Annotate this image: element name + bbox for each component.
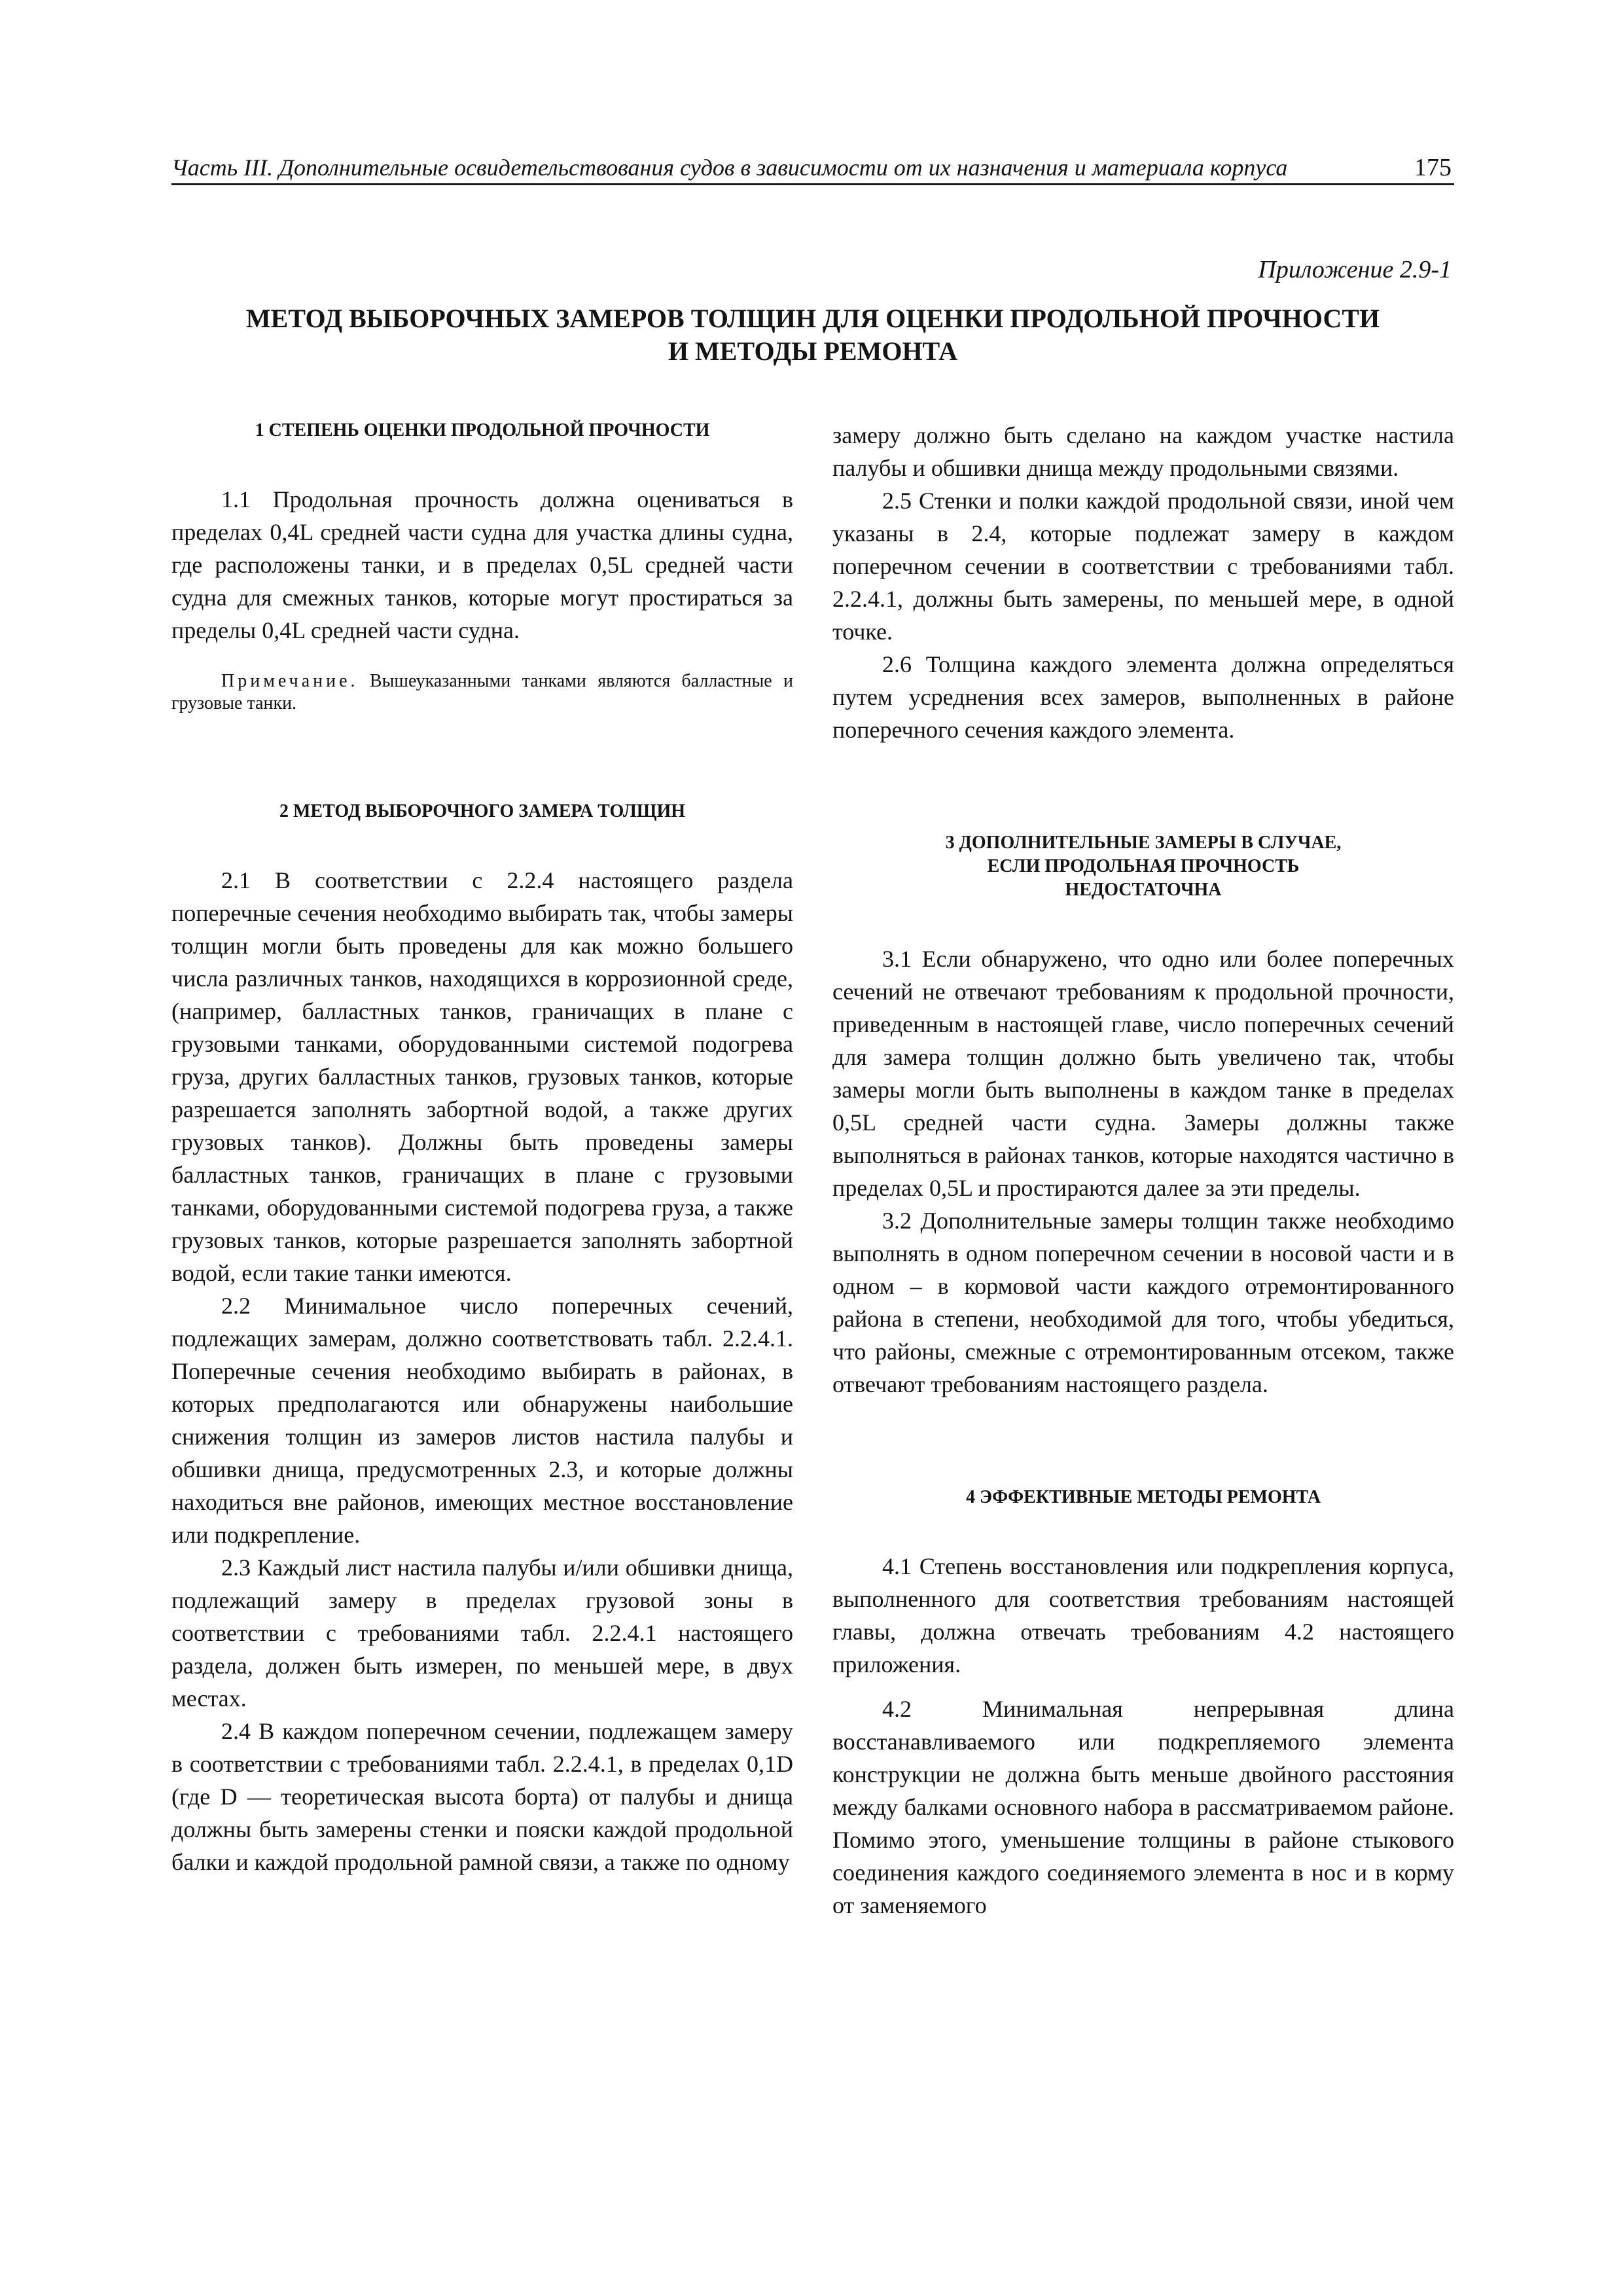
section-3-heading-line-1: 3 ДОПОЛНИТЕЛЬНЫЕ ЗАМЕРЫ В СЛУЧАЕ, xyxy=(945,833,1342,853)
paragraph-1-1 xyxy=(171,483,793,647)
paragraph-number: 3.1 xyxy=(882,946,912,972)
paragraph-text: Степень восстановления или подкрепления корпуса, выполненного для соответствия требованиям настоящей главы, должна отвечать требованиям 4.2 настоящего приложения. xyxy=(832,1553,1454,1677)
paragraph-number: 2.1 xyxy=(221,867,251,893)
section-4-heading: 4 ЭФФЕКТИВНЫЕ МЕТОДЫ РЕМОНТА xyxy=(965,1487,1321,1507)
paragraph-number: 2.3 xyxy=(221,1554,251,1581)
right-column xyxy=(832,419,1454,2134)
document-title-line-2: И МЕТОДЫ РЕМОНТА xyxy=(668,336,958,366)
section-1-heading: 1 СТЕПЕНЬ ОЦЕНКИ ПРОДОЛЬНОЙ ПРОЧНОСТИ xyxy=(255,420,710,440)
paragraph-text: Минимальное число поперечных сечений, подлежащих замерам, должно соответствовать табл. 2.2.4.1. Поперечные сечения необходимо выбирать в районах, в которых предполагаются или обнаружены наибольшие снижения толщин из замеров листов настила палубы и обшивки днища, предусмотренных 2.3, и которые должны находиться вне районов, имеющих местное восстановление или подкрепление. xyxy=(171,1293,793,1548)
section-2-heading: 2 МЕТОД ВЫБОРОЧНОГО ЗАМЕРА ТОЛЩИН xyxy=(279,801,686,821)
running-title: Часть III. Дополнительные освидетельствования судов в зависимости от их назначения и материала корпуса xyxy=(171,154,1288,181)
paragraph-text: В соответствии с 2.2.4 настоящего раздела поперечные сечения необходимо выбирать так, чтобы замеры толщин могли быть проведены для как можно большего числа различных танков, находящихся в коррозионной среде, (например, балластных танков, граничащих в плане с грузовыми танками, оборудованными системой подогрева груза, других балластных танков, грузовых танков, которые разрешается заполнять забортной водой, а также других грузовых танков). Должны быть проведены замеры балластных танков, граничащих в плане с грузовыми танками, оборудованными системой подогрева груза, а также грузовых танков, которые разрешается заполнять забортной водой, если такие танки имеются. xyxy=(171,867,793,1286)
paragraph-2-1 xyxy=(171,864,793,1289)
paragraph-number: 4.1 xyxy=(882,1553,912,1579)
note-text: Вышеуказанными танками являются балластные и грузовые танки. xyxy=(171,671,793,713)
left-column xyxy=(171,419,793,2134)
paragraph-number: 2.5 xyxy=(882,488,912,514)
paragraph-number: 2.4 xyxy=(221,1718,251,1744)
paragraph-2-3 xyxy=(171,1551,793,1715)
paragraph-2-6 xyxy=(832,648,1454,746)
appendix-label: Приложение 2.9-1 xyxy=(1258,256,1452,283)
paragraph-number: 2.6 xyxy=(882,651,912,677)
document-title xyxy=(171,302,1454,368)
paragraph-text: Стенки и полки каждой продольной связи, иной чем указаны в 2.4, которые подлежат замеру в каждом поперечном сечении в соответствии с требованиями табл. 2.2.4.1, должны быть замерены, по меньшей мере, в одной точке. xyxy=(832,488,1454,645)
paragraph-2-2 xyxy=(171,1289,793,1551)
paragraph-number: 3.2 xyxy=(882,1208,912,1234)
paragraph-text: В каждом поперечном сечении, подлежащем замеру в соответствии с требованиями табл. 2.2.4.1, в пределах 0,1D (где D — теоретическая высота борта) от палубы и днища должны быть замерены стенки и пояски каждой продольной балки и каждой продольной рамной связи, а также по одному xyxy=(171,1718,793,1875)
paragraph-2-4-continued: замеру должно быть сделано на каждом участке настила палубы и обшивки днища между продольными связями. xyxy=(832,422,1454,481)
paragraph-number: 4.2 xyxy=(882,1696,912,1722)
paragraph-3-2 xyxy=(832,1204,1454,1401)
document-title-line-1: МЕТОД ВЫБОРОЧНЫХ ЗАМЕРОВ ТОЛЩИН ДЛЯ ОЦЕНКИ ПРОДОЛЬНОЙ ПРОЧНОСТИ xyxy=(245,304,1380,333)
paragraph-text: Толщина каждого элемента должна определяться путем усреднения всех замеров, выполненных в районе поперечного сечения каждого элемента. xyxy=(832,651,1454,743)
paragraph-text: Каждый лист настила палубы и/или обшивки днища, подлежащий замеру в пределах грузовой зоны в соответствии с требованиями табл. 2.2.4.1 настоящего раздела, должен быть измерен, по меньшей мере, в двух местах. xyxy=(171,1554,793,1712)
note-label: Примечание. xyxy=(221,671,359,691)
running-header xyxy=(171,143,1454,185)
paragraph-number: 1.1 xyxy=(221,486,251,512)
paragraph-text: Минимальная непрерывная длина восстанавливаемого или подкрепляемого элемента конструкции не должна быть меньше двойного расстояния между балками основного набора в рассматриваемом районе. Помимо этого, уменьшение толщины в районе стыкового соединения каждого соединяемого элемента в нос и в корму от заменяемого xyxy=(832,1696,1454,1918)
section-3-heading-line-3: НЕДОСТАТОЧНА xyxy=(1065,880,1222,900)
paragraph-4-1 xyxy=(832,1550,1454,1681)
section-3-heading-line-2: ЕСЛИ ПРОДОЛЬНАЯ ПРОЧНОСТЬ xyxy=(987,856,1300,876)
paragraph-text: Дополнительные замеры толщин также необходимо выполнять в одном поперечном сечении в носовой части и в одном – в кормовой части каждого отремонтированного района в степени, необходимой для того, чтобы убедиться, что районы, смежные с отремонтированным отсеком, также отвечают требованиям настоящего раздела. xyxy=(832,1208,1454,1397)
paragraph-3-1 xyxy=(832,942,1454,1204)
paragraph-2-4 xyxy=(171,1715,793,1878)
paragraph-2-5 xyxy=(832,484,1454,648)
paragraph-number: 2.2 xyxy=(221,1293,251,1319)
paragraph-text: Продольная прочность должна оцениваться в пределах 0,4L средней части судна для участка длины судна, где расположены танки, и в пределах 0,5L средней части судна для смежных танков, которые могут простираться за пределы 0,4L средней части судна. xyxy=(171,486,793,643)
page-number: 175 xyxy=(1414,154,1452,181)
paragraph-4-2 xyxy=(832,1693,1454,1922)
note xyxy=(171,670,793,715)
section-3-heading xyxy=(832,831,1454,902)
paragraph-text: Если обнаружено, что одно или более поперечных сечений не отвечают требованиям к продольной прочности, приведенным в настоящей главе, число поперечных сечений для замера толщин должно быть увеличено так, чтобы замеры могли быть выполнены в каждом танке в пределах 0,5L средней части судна. Замеры должны также выполняться в районах танков, которые находятся частично в пределах 0,5L и простираются далее за эти пределы. xyxy=(832,946,1454,1201)
